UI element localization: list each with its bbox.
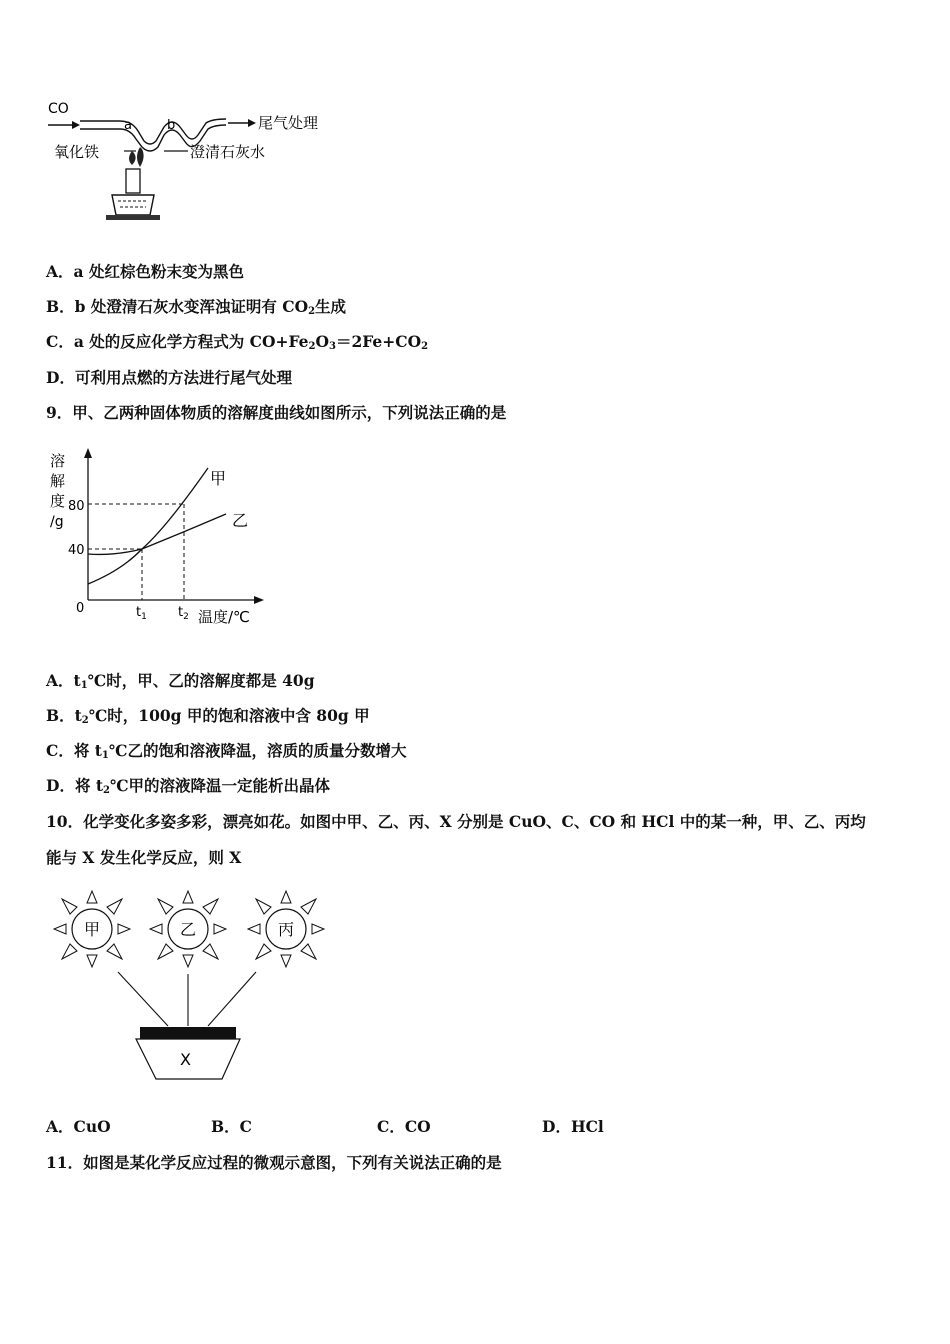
label-a: a — [124, 118, 132, 133]
q10-option-a[interactable]: A．CuO — [46, 1117, 111, 1136]
q9-option-d[interactable]: D．将 $t_2℃$甲的溶液降温一定能析出晶体 — [46, 776, 331, 796]
flower-yi — [150, 891, 226, 967]
q10-option-b[interactable]: B．C — [211, 1117, 252, 1136]
q10-flower-figure — [40, 882, 340, 1087]
q11-stem: 11．如图是某化学反应过程的微观示意图，下列有关说法正确的是 — [46, 1153, 502, 1172]
exhaust-label: 尾气处理 — [258, 114, 319, 132]
q8-option-a[interactable]: A．a 处红棕色粉末变为黑色 — [46, 262, 244, 281]
q9-option-a[interactable]: A．$t_1℃$时，甲、乙的溶解度都是 40g — [46, 671, 315, 691]
co-label: CO — [48, 101, 69, 117]
y-label-2: 解 — [50, 472, 66, 490]
svg-text:乙: 乙 — [180, 920, 197, 939]
iron-oxide-label: 氧化铁 — [54, 143, 100, 161]
series-yi-label: 乙 — [232, 511, 249, 530]
q9-option-b[interactable]: B．$t_2℃$时，100g 甲的饱和溶液中含 80g 甲 — [46, 706, 370, 726]
series-jia-label: 甲 — [210, 469, 227, 488]
svg-text:甲: 甲 — [84, 920, 101, 939]
q8-option-c[interactable]: C．a 处的反应化学方程式为 $CO+Fe_2O_3=2Fe+CO_2$ — [46, 332, 429, 352]
q8-apparatus-figure — [40, 95, 340, 225]
tick-80: 80 — [68, 499, 85, 514]
y-label-4: /g — [50, 514, 64, 530]
q9-option-c[interactable]: C．将 $t_1℃$乙的饱和溶液降温，溶质的质量分数增大 — [46, 741, 407, 761]
pot-x-label: X — [180, 1050, 191, 1069]
q8-option-d[interactable]: D．可利用点燃的方法进行尾气处理 — [46, 368, 292, 387]
q10-option-d[interactable]: D．HCl — [542, 1117, 604, 1136]
q9-solubility-chart — [44, 446, 274, 636]
q10-stem-line-1: 10．化学变化多姿多彩，漂亮如花。如图中甲、乙、丙、X 分别是 CuO、C、CO 和 HCl 中的某一种，甲、乙、丙均 — [46, 812, 866, 831]
tick-40: 40 — [68, 543, 85, 558]
flower-jia — [54, 891, 130, 967]
q9-stem: 9．甲、乙两种固体物质的溶解度曲线如图所示，下列说法正确的是 — [46, 403, 507, 422]
svg-text:丙: 丙 — [278, 920, 295, 939]
limewater-label: 澄清石灰水 — [190, 143, 266, 161]
flower-bing — [248, 891, 324, 967]
t2-label: $t_2$ — [178, 605, 189, 622]
q8-option-b[interactable]: B．b 处澄清石灰水变浑浊证明有 $CO_2$生成 — [46, 297, 347, 317]
x-label: 温度/℃ — [198, 608, 250, 626]
t1-label: $t_1$ — [136, 605, 147, 622]
origin-label: 0 — [76, 601, 85, 616]
q10-stem-line-2: 能与 X 发生化学反应，则 X — [46, 848, 242, 867]
label-b: b — [167, 118, 176, 133]
y-label-1: 溶 — [50, 452, 66, 470]
curve-jia — [88, 468, 208, 584]
y-label-3: 度 — [50, 492, 66, 510]
q10-option-c[interactable]: C．CO — [377, 1117, 431, 1136]
